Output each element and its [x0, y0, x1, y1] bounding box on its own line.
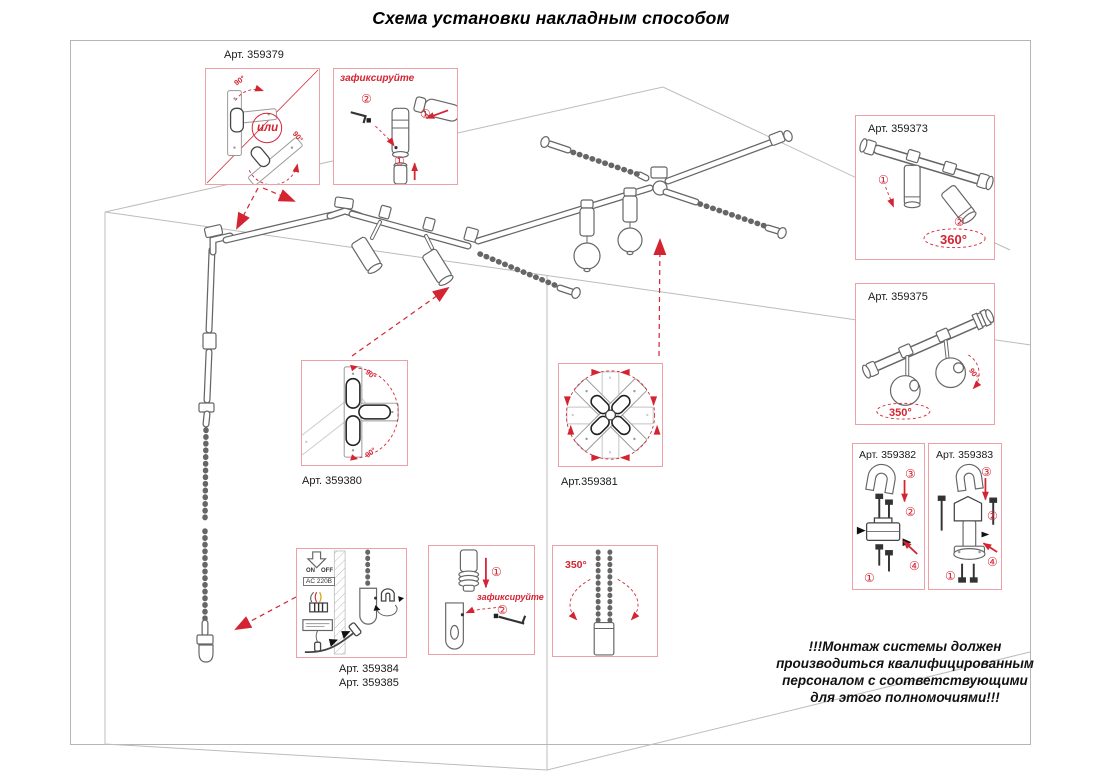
spot-track-drawing: [856, 116, 994, 259]
art-label-359380: Арт. 359380: [302, 475, 362, 487]
wall-vertical-track: [197, 250, 216, 662]
angle-label-90: 90°: [290, 129, 305, 144]
wall-bracket-bottom: [197, 635, 213, 644]
driver-label-box: [303, 620, 332, 631]
angle-label-90: 90°: [232, 73, 247, 88]
step-4: ④: [909, 559, 920, 573]
rotation-350: 350°: [889, 407, 912, 419]
art-label-359379: Арт. 359379: [224, 49, 284, 61]
fix-title: зафиксируйте: [477, 592, 544, 602]
power-rating-label: AC 220В: [303, 577, 335, 586]
callout-359379: [205, 68, 320, 185]
callout-fix-bottom: [428, 545, 544, 655]
callout-359381: [558, 363, 663, 467]
callout-359383: [928, 443, 1002, 590]
step-2: ②: [497, 603, 508, 617]
warning-line: персоналом с соответствующими: [782, 673, 1028, 688]
step-1: ①: [945, 569, 956, 583]
step-1: ①: [878, 173, 889, 187]
wall-hatch: [334, 551, 345, 654]
set-screw: [367, 118, 371, 122]
callout-359380: [301, 360, 408, 466]
angle-label-90: 90°: [363, 367, 379, 382]
warning-line: !!!Монтаж системы должен: [808, 639, 1002, 654]
fix-title: зафиксируйте: [340, 73, 415, 84]
power-feed-drawing: [297, 549, 406, 657]
track-sleeve: [360, 588, 377, 624]
cross-connector-plate-drawing: [559, 364, 662, 466]
t-connector-plate-drawing: [302, 361, 407, 465]
step-2: ②: [987, 509, 998, 523]
or-label: или: [257, 122, 279, 134]
art-label-359375: Арт. 359375: [868, 291, 928, 303]
spotlight-2: [422, 248, 455, 287]
callout-rotate-350: [552, 545, 658, 657]
rotation-350: 350°: [565, 559, 587, 571]
callout-359382: [852, 443, 925, 590]
step-1: ①: [394, 154, 405, 168]
art-label-359373: Арт. 359373: [868, 123, 928, 135]
corner-connectors: [204, 197, 360, 252]
switch-on-label: ON: [306, 568, 315, 574]
callout-359375: [855, 283, 995, 425]
ball-lamp-1: [574, 243, 600, 269]
step-1: ①: [420, 107, 431, 121]
track-end-cap: [199, 645, 213, 662]
installation-warning: [735, 638, 1075, 706]
angle-label-90: 90°: [966, 366, 981, 381]
step-4: ④: [987, 555, 998, 569]
angle-label-90: 90°: [363, 445, 378, 460]
art-label-359382: Арт. 359382: [859, 449, 917, 461]
step-3: ③: [981, 465, 992, 479]
switch-off-label: OFF: [321, 568, 333, 574]
down-arrow-icon: [308, 552, 326, 568]
step-2: ②: [361, 92, 372, 106]
warning-line: производиться квалифицированным: [776, 656, 1034, 671]
callout-fix-top: [333, 68, 458, 185]
step-2: ②: [905, 505, 916, 519]
warning-line: для этого полномочиями!!!: [810, 690, 1000, 705]
page-title: Схема установки накладным способом: [372, 8, 730, 28]
art-label-359383: Арт. 359383: [936, 449, 994, 461]
art-label-359384: Арт. 359384: [339, 663, 399, 675]
callout-359384-359385: [296, 548, 407, 658]
spotlight-1: [351, 236, 384, 275]
step-1: ①: [864, 571, 875, 585]
step-1: ①: [491, 565, 502, 579]
ball-lamp-2: [618, 228, 642, 252]
step-3: ③: [905, 467, 916, 481]
ball-spot-track-drawing: [856, 284, 994, 424]
step-2: ②: [954, 215, 965, 229]
art-label-359385: Арт. 359385: [339, 677, 399, 689]
rotation-360: 360°: [940, 232, 967, 247]
art-label-359381: Арт.359381: [561, 476, 618, 488]
callout-359373: [855, 115, 995, 260]
ceiling-cross-track: [478, 129, 794, 241]
